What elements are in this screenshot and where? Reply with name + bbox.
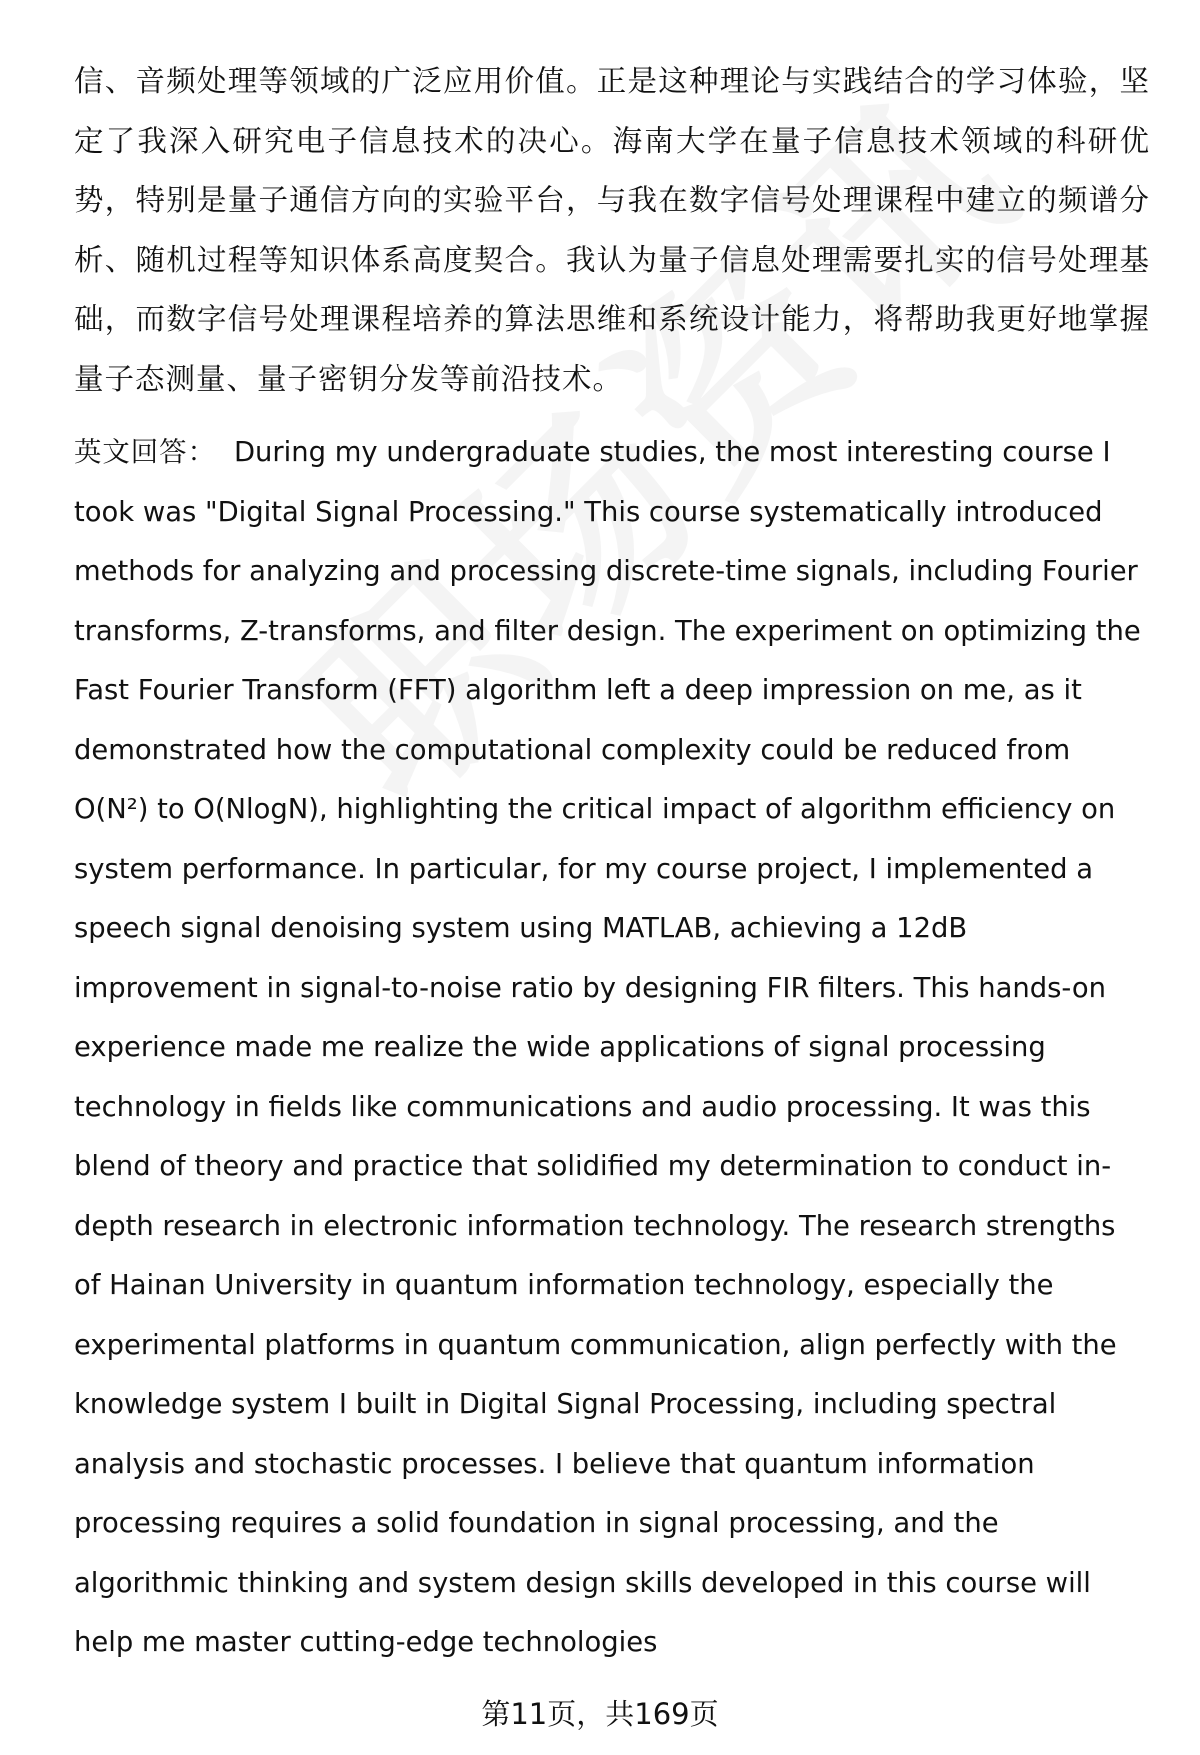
page-footer — [0, 1694, 1200, 1734]
english-answer-text: During my undergraduate studies, the most interesting course I took was "Digital Signal Processing." This course systematically introduced methods for analyzing and processing discrete-time signals, including Fourier transforms, Z-transforms, and filter design. The experiment on optimizing the Fast Fourier Transform (FFT) algorithm left a deep impression on me, as it demonstrated how the computational complexity could be reduced from O(N²) to O(NlogN), highlighting the critical impact of algorithm efficiency on system performance. In particular, for my course project, I implemented a speech signal denoising system using MATLAB, achieving a 12dB improvement in signal-to-noise ratio by designing FIR filters. This hands-on experience made me realize the wide applications of signal processing technology in fields like communications and audio processing. It was this blend of theory and practice that solidified my determination to conduct in-depth research in electronic information technology. The research strengths of Hainan University in quantum information technology, especially the experimental platforms in quantum communication, align perfectly with the knowledge system I built in Digital Signal Processing, including spectral analysis and stochastic processes. I believe that quantum information processing requires a solid foundation in signal processing, and the algorithmic thinking and system design skills developed in this course will help me master cutting-edge technologies — [74, 437, 1141, 1658]
page-indicator: 第11页，共169页 — [481, 1697, 719, 1731]
english-answer-label: 英文回答： — [74, 437, 216, 468]
document-body — [74, 52, 1150, 1673]
english-answer-paragraph — [74, 423, 1150, 1673]
chinese-answer-paragraph: 信、音频处理等领域的广泛应用价值。正是这种理论与实践结合的学习体验，坚定了我深入研究电子信息技术的决心。海南大学在量子信息技术领域的科研优势，特别是量子通信方向的实验平台，与我在数字信号处理课程中建立的频谱分析、随机过程等知识体系高度契合。我认为量子信息处理需要扎实的信号处理基础，而数字信号处理课程培养的算法思维和系统设计能力，将帮助我更好地掌握量子态测量、量子密钥分发等前沿技术。 — [74, 64, 1150, 396]
